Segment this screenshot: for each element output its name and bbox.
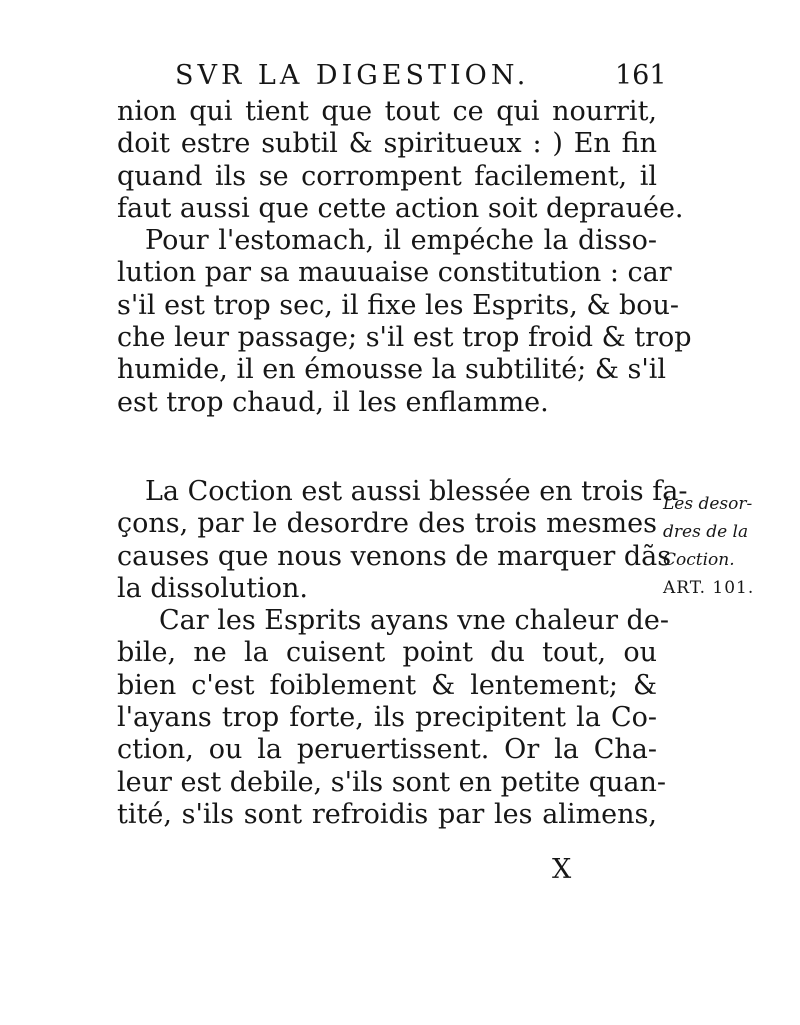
text-line: humide, il en émousse la subtilité; & s'il (117, 354, 667, 386)
text-line: l'ayans trop forte, ils precipitent la Co- (117, 702, 657, 734)
text-line: tité, s'ils sont refroidis par les alimens, (117, 798, 657, 830)
text-line: causes que nous venons de marquer dãs (117, 540, 672, 572)
text-line: çons, par le desordre des trois mesmes (117, 508, 657, 540)
running-title: SVR LA DIGESTION. (175, 60, 530, 91)
text-line: Pour l'estomach, il empéche la disso- (145, 225, 657, 257)
text-block-lower (117, 476, 688, 831)
text-line: s'il est trop sec, il fixe les Esprits, & bou- (117, 289, 680, 321)
text-line: la dissolution. (117, 572, 308, 604)
page-number: 161 (615, 60, 667, 91)
text-line: lution par sa mauuaise constitution : car (117, 257, 672, 289)
text-line: leur est debile, s'ils sont en petite quan- (117, 766, 667, 798)
article-reference: ART. 101. (663, 578, 755, 598)
text-line: est trop chaud, il les enflamme. (117, 386, 549, 418)
signature-mark: X (552, 854, 572, 885)
text-line: bien c'est foiblement & lentement; & (117, 669, 657, 701)
margin-note-line: Coction. (663, 550, 735, 570)
text-line: bile, ne la cuisent point du tout, ou (117, 637, 657, 669)
text-line: Car les Esprits ayans vne chaleur de- (159, 605, 669, 637)
text-block-upper (117, 96, 692, 419)
margin-note-line: dres de la (663, 522, 749, 542)
text-line: faut aussi que cette action soit deprauée. (117, 192, 684, 224)
margin-note-line: Les desor- (663, 494, 753, 514)
text-line: quand ils se corrompent facilement, il (117, 160, 657, 192)
text-line: doit estre subtil & spiritueux : ) En fin (117, 128, 657, 160)
text-line: che leur passage; s'il est trop froid & trop (117, 322, 692, 354)
text-line: ction, ou la peruertissent. Or la Cha- (117, 734, 657, 766)
text-line: nion qui tient que tout ce qui nourrit, (117, 96, 657, 127)
text-line: La Coction est aussi blessée en trois fa- (145, 476, 688, 507)
marginal-note (663, 490, 773, 602)
